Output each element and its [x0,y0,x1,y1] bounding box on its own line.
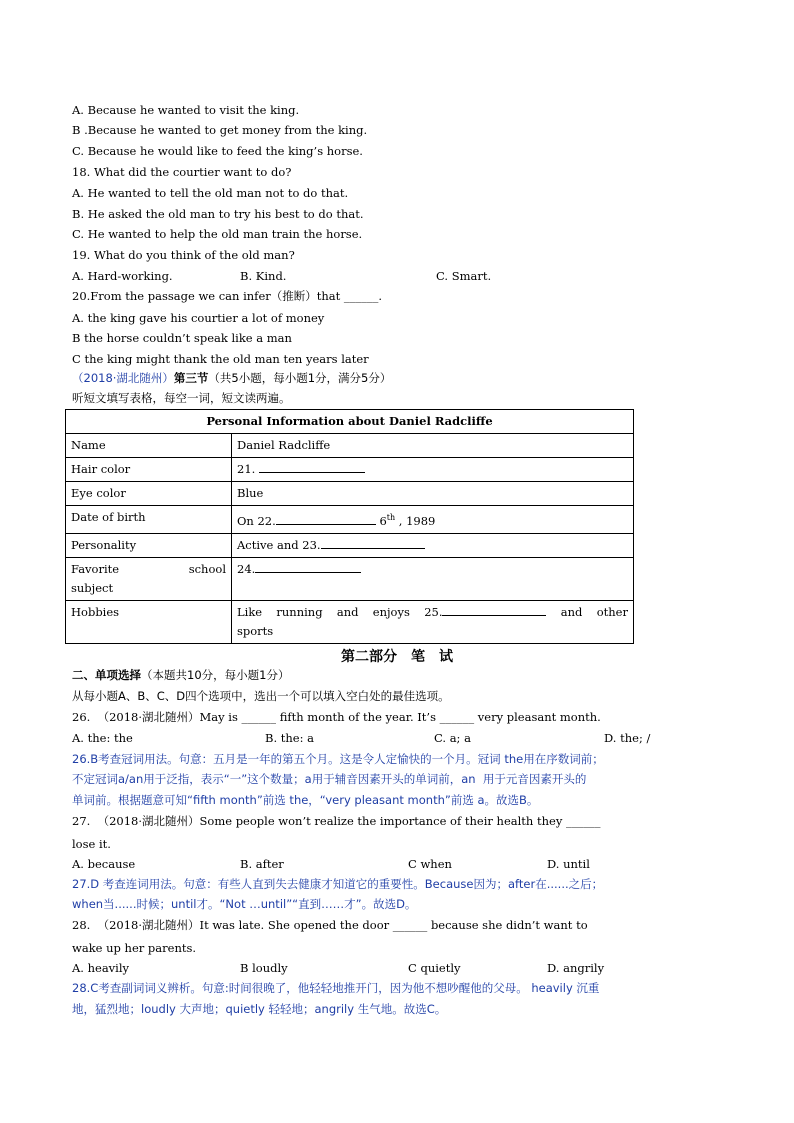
q18-option-b: B. He asked the old man to try his best to do that. [72,207,364,221]
section3-source: （2018·湖北随州） [72,371,174,385]
eye-label: Eye color [66,482,232,506]
q18-option-a: A. He wanted to tell the old man not to do that. [72,186,349,200]
hobby-number: 25. [424,604,443,619]
q28-stem-1: 28. （2018·湖北随州）It was late. She opened the door ______ because she didn’t want to [72,918,588,932]
q27-option-c: C when [408,857,452,871]
blank-24[interactable] [255,561,361,573]
table-row [66,506,634,534]
q18-stem: 18. What did the courtier want to do? [72,165,292,179]
section3-desc: （共5小题，每小题1分，满分5分） [208,371,392,385]
table-row [66,482,634,506]
personality-cell [232,533,634,557]
section-heading [72,667,289,683]
eye-value: Blue [232,482,634,506]
q28-option-b: B loudly [240,961,288,975]
q27-stem-2: lose it. [72,837,111,851]
q26-option-d: D. the; / [604,731,651,745]
hobby-word: running [276,604,323,619]
q19-option-b: B. Kind. [240,269,287,283]
info-table [65,409,634,644]
q26-stem: 26. （2018·湖北随州）May is ______ fifth month of the year. It’s ______ very pleasant month. [72,710,601,724]
dob-day: 6 [379,513,387,528]
blank-25[interactable] [442,604,546,616]
part2-title: 第二部分 笔 试 [341,649,453,665]
q27-option-d: D. until [547,857,590,871]
section-instruction: 从每小题A、B、C、D四个选项中，选出一个可以填入空白处的最佳选项。 [72,689,450,703]
favorite-cell [232,557,634,600]
section3-title: 第三节 [173,371,209,385]
q18-option-c: C. He wanted to help the old man train the horse. [72,227,363,241]
table-row [66,434,634,458]
blank-21[interactable] [259,461,365,473]
table-row [66,458,634,482]
section3-heading [72,370,391,386]
section-desc: （本题共10分，每小题1分） [141,668,290,682]
q17-option-c: C. Because he would like to feed the king’s horse. [72,144,363,158]
hobby-word: and [336,604,359,619]
section3-instruction: 听短文填写表格，每空一词，短文读两遍。 [72,391,291,405]
hair-label: Hair color [66,458,232,482]
q27-option-a: A. because [72,857,136,871]
name-value: Daniel Radcliffe [232,434,634,458]
dob-year: , 1989 [398,513,436,528]
q26-option-b: B. the: a [265,731,314,745]
q27-option-b: B. after [240,857,284,871]
dob-suffix: th [386,513,396,522]
q20-option-a: A. the king gave his courtier a lot of money [72,311,325,325]
name-label: Name [66,434,232,458]
q20-option-b: B the horse couldn’t speak like a man [72,331,292,345]
q28-explanation-1: 28.C考查副词词义辨析。句意:时间很晚了，他轻轻地推开门，因为他不想吵醒他的父母。 heavily 沉重 [72,981,600,995]
q28-option-d: D. angrily [547,961,605,975]
school-word: school [188,561,226,576]
hobbies-cell [232,600,634,643]
section-title: 二、单项选择 [72,668,141,682]
q28-option-c: C quietly [408,961,461,975]
hobby-word: and [560,604,583,619]
personality-prefix: Active and 23. [237,537,321,552]
q27-explanation-1: 27.D 考查连词用法。句意：有些人直到失去健康才知道它的重要性。Because因为；after在......之后； [72,877,604,891]
q28-explanation-2: 地，猛烈地；loudly 大声地；quietly 轻轻地；angrily 生气地。故选C。 [72,1002,447,1016]
q17-option-b: B .Because he wanted to get money from the king. [72,123,368,137]
q26-explanation-1: 26.B考查冠词用法。句意：五月是一年的第五个月。这是令人定愉快的一个月。冠词 the用在序数词前； [72,752,604,766]
q28-stem-2: wake up her parents. [72,941,197,955]
table-row [66,557,634,600]
q19-stem: 19. What do you think of the old man? [72,248,295,262]
blank-22[interactable] [276,513,376,525]
hobby-word: other [596,604,628,619]
q27-stem-1: 27. （2018·湖北随州）Some people won’t realize the importance of their health they ______ [72,814,601,828]
table-row [66,600,634,643]
q19-option-a: A. Hard-working. [72,269,173,283]
q19-option-c: C. Smart. [436,269,492,283]
q26-option-c: C. a; a [434,731,471,745]
q20-option-c: C the king might thank the old man ten years later [72,352,369,366]
q17-option-a: A. Because he wanted to visit the king. [72,103,300,117]
q26-explanation-3: 单词前。根据题意可知“fifth month”前选 the，“very pleasant month”前选 a。故选B。 [72,793,539,807]
q26-explanation-2: 不定冠词a/an用于泛指，表示“一”这个数量；a用于辅音因素开头的单词前，an 用于元音因素开头的 [72,772,587,786]
favorite-word: Favorite [71,561,120,576]
subject-word: subject [71,580,114,595]
personality-label: Personality [66,533,232,557]
hair-cell [232,458,634,482]
favorite-number: 24. [237,561,256,576]
dob-number: On 22. [237,513,276,528]
table-row [66,533,634,557]
hair-number: 21. [237,462,256,476]
hobby-line-2: sports [237,623,274,638]
hobby-word: Like [237,604,263,619]
q20-stem: 20.From the passage we can infer（推断）that ______. [72,289,383,303]
favorite-label [66,557,232,600]
q28-option-a: A. heavily [72,961,130,975]
blank-23[interactable] [321,537,425,549]
hobby-word: enjoys [372,604,410,619]
dob-label: Date of birth [66,506,232,534]
table-header: Personal Information about Daniel Radcliffe [66,410,634,434]
q27-explanation-2: when当......时候；until才。“Not …until”“直到……才”。故选D。 [72,897,417,911]
hobbies-label: Hobbies [66,600,232,643]
q26-option-a: A. the: the [72,731,133,745]
dob-cell [232,506,634,534]
